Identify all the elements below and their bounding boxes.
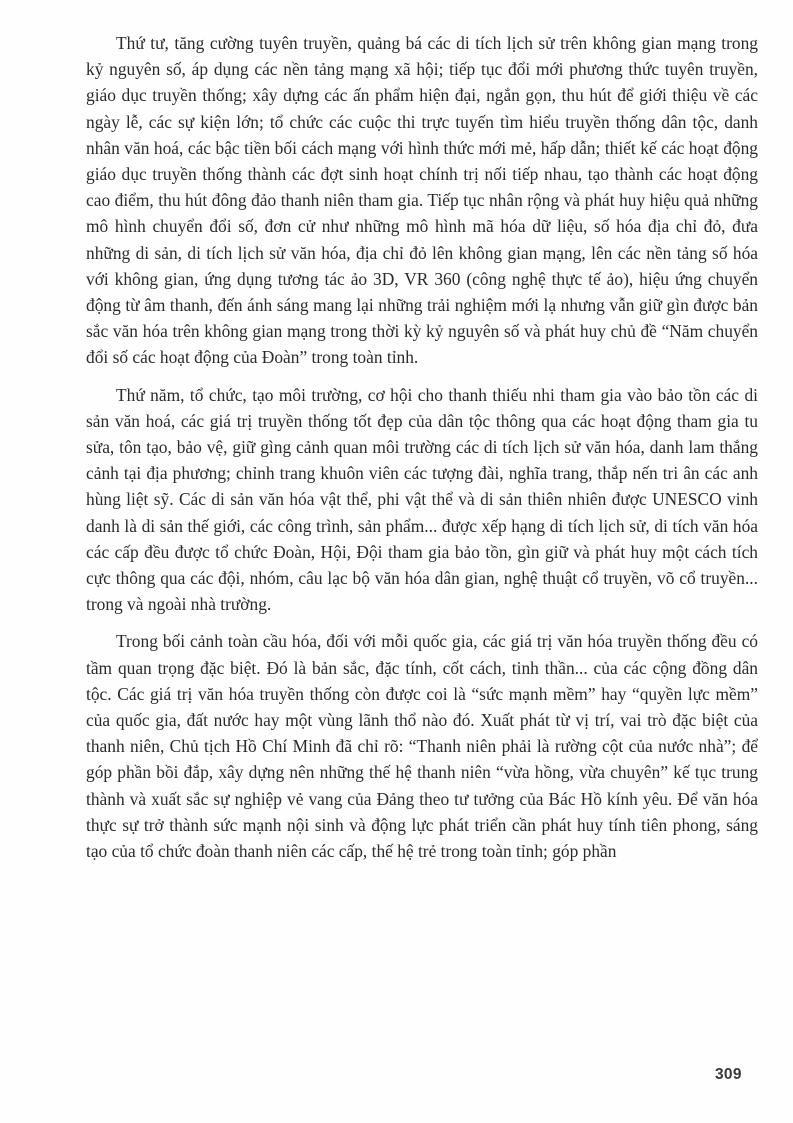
page-number: 309 <box>715 1066 742 1083</box>
body-text <box>86 30 758 864</box>
paragraph-globalization-context: Trong bối cảnh toàn cầu hóa, đối với mỗi quốc gia, các giá trị văn hóa truyền thống đều có tầm quan trọng đặc biệt. Đó là bản sắc, đặc tính, cốt cách, tinh thần... của các cộng đồng dân tộc. Các giá trị văn hóa truyền thống còn được coi là “sức mạnh mềm” hay “quyền lực mềm” của quốc gia, đất nước hay một vùng lãnh thổ nào đó. Xuất phát từ vị trí, vai trò đặc biệt của thanh niên, Chủ tịch Hồ Chí Minh đã chỉ rõ: “Thanh niên phải là rường cột của nước nhà”; để góp phần bồi đắp, xây dựng nên những thế hệ thanh niên “vừa hồng, vừa chuyên” kế tục trung thành và xuất sắc sự nghiệp vẻ vang của Đảng theo tư tưởng của Bác Hồ kính yêu. Để văn hóa thực sự trở thành sức mạnh nội sinh và động lực phát triển cần phát huy tính tiên phong, sáng tạo của tổ chức đoàn thanh niên các cấp, thế hệ trẻ trong toàn tỉnh; góp phần <box>86 631 758 862</box>
paragraph-fifth-point: Thứ năm, tổ chức, tạo môi trường, cơ hội cho thanh thiếu nhi tham gia vào bảo tồn các di sản văn hoá, các giá trị truyền thống tốt đẹp của dân tộc thông qua các hoạt động tham gia tu sửa, tôn tạo, bảo vệ, giữ gìng cảnh quan môi trường các di tích lịch sử văn hóa, danh lam thắng cảnh tại địa phương; chỉnh trang khuôn viên các tượng đài, nghĩa trang, thắp nến tri ân các anh hùng liệt sỹ. Các di sản văn hóa vật thể, phi vật thể và di sản thiên nhiên được UNESCO vinh danh là di sản thế giới, các công trình, sản phẩm... được xếp hạng di tích lịch sử, di tích văn hóa các cấp đều được tổ chức Đoàn, Hội, Đội tham gia bảo tồn, gìn giữ và phát huy một cách tích cực thông qua các đội, nhóm, câu lạc bộ văn hóa dân gian, nghệ thuật cổ truyền, võ cổ truyền... trong và ngoài nhà trường. <box>86 384 758 615</box>
paragraph-fourth-point: Thứ tư, tăng cường tuyên truyền, quảng bá các di tích lịch sử trên không gian mạng trong kỷ nguyên số, áp dụng các nền tảng mạng xã hội; tiếp tục đổi mới phương thức tuyên truyền, giáo dục truyền thống; xây dựng các ấn phẩm hiện đại, ngắn gọn, thu hút để giới thiệu về các ngày lễ, các sự kiện lớn; tổ chức các cuộc thi trực tuyến tìm hiểu truyền thống dân tộc, danh nhân văn hoá, các bậc tiền bối cách mạng với hình thức mới mẻ, hấp dẫn; thiết kế các hoạt động giáo dục truyền thống thành các đợt sinh hoạt chính trị nối tiếp nhau, tạo thành các hoạt động cao điểm, thu hút đông đảo thanh niên tham gia. Tiếp tục nhân rộng và phát huy hiệu quả những mô hình chuyển đổi số, đơn cử như những mô hình mã hóa dữ liệu, số hóa địa chỉ đỏ, đưa những di sản, di tích lịch sử văn hóa, địa chỉ đỏ lên không gian mạng, lên các nền tảng số hóa với không gian, ứng dụng tương tác ảo 3D, VR 360 (công nghệ thực tế ảo), hiệu ứng chuyển động từ âm thanh, đến ánh sáng mang lại những trải nghiệm mới lạ nhưng vẫn giữ gìn được bản sắc văn hóa trên không gian mạng trong thời kỳ kỷ nguyên số và phát huy chủ đề “Năm chuyển đổi số các hoạt động của Đoàn” trong toàn tỉnh. <box>86 33 758 368</box>
